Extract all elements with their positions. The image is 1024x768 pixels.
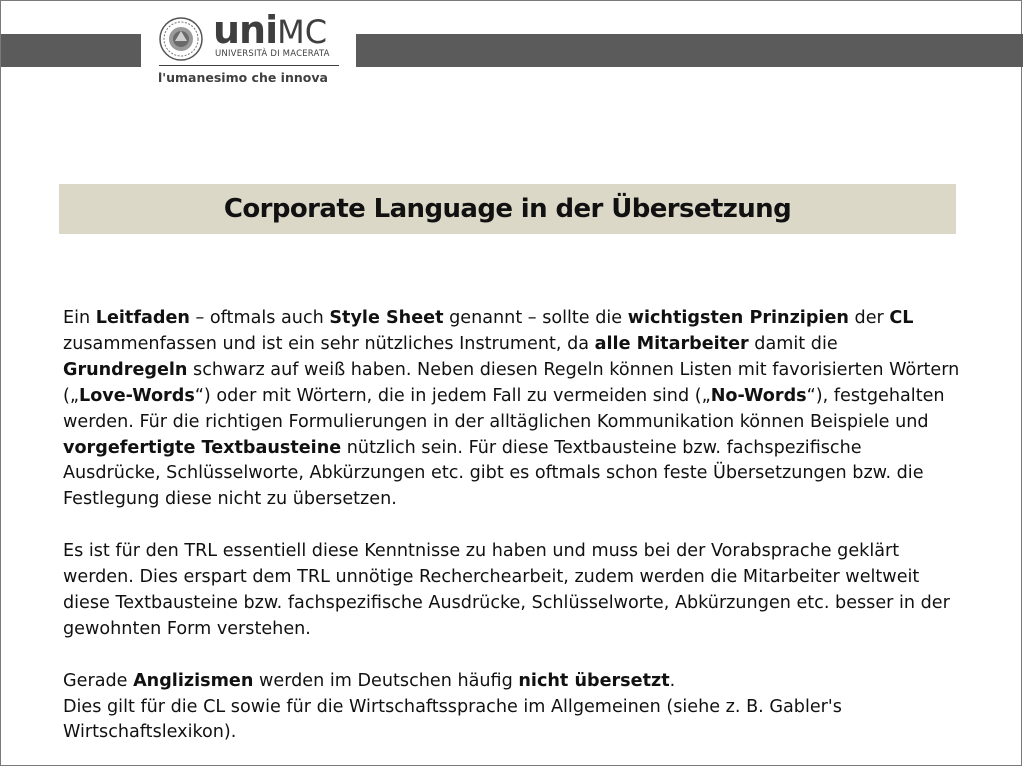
paragraph-anglizismen: Gerade Anglizismen werden im Deutschen häufig nicht übersetzt. <box>63 670 676 691</box>
logo-wordmark: uniMC <box>213 8 328 52</box>
paragraph-wirtschaftssprache: Dies gilt für die CL sowie für die Wirtschaftssprache im Allgemeinen (siehe z. B. Gabler's Wirtschaftslexikon). <box>63 696 842 743</box>
university-seal-icon <box>159 17 203 61</box>
paragraph-trl: Es ist für den TRL essentiell diese Kenntnisse zu haben und muss bei der Vorabsprache geklärt werden. Dies erspart dem TRL unnötige Recherchearbeit, zudem werden die Mitarbeiter weltweit diese Textbausteine bzw. fachspezifische Ausdrücke, Schlüsselworte, Abkürzungen etc. besser in der gewohnten Form verstehen. <box>63 541 950 639</box>
header-bar-right <box>356 34 1023 67</box>
logo-tagline: l'umanesimo che innova <box>158 70 328 85</box>
logo-divider <box>159 65 339 66</box>
title-band <box>59 184 956 234</box>
header-bar-left <box>1 34 141 67</box>
paragraph-leitfaden: Ein Leitfaden – oftmals auch Style Sheet genannt – sollte die wichtigsten Prinzipien der CL zusammenfassen und ist ein sehr nützliches Instrument, da alle Mitarbeiter damit die Grundregeln schwarz auf weiß haben. Neben diesen Regeln können Listen mit favorisierten Wörtern („Love-Words“) oder mit Wörtern, die in jedem Fall zu vermeiden sind („No-Words“), festgehalten werden. Für die richtigen Formulierungen in der alltäglichen Kommunikation können Beispiele und vorgefertigte Textbausteine nützlich sein. Für diese Textbausteine bzw. fachspezifische Ausdrücke, Schlüsselworte, Abkürzungen etc. gibt es oftmals schon feste Übersetzungen bzw. die Festlegung diese nicht zu übersetzen. <box>63 308 960 510</box>
university-logo <box>141 1 356 93</box>
logo-subtitle: UNIVERSITÀ DI MACERATA <box>215 49 330 59</box>
slide-body <box>63 306 963 746</box>
slide-title: Corporate Language in der Übersetzung <box>223 194 792 224</box>
